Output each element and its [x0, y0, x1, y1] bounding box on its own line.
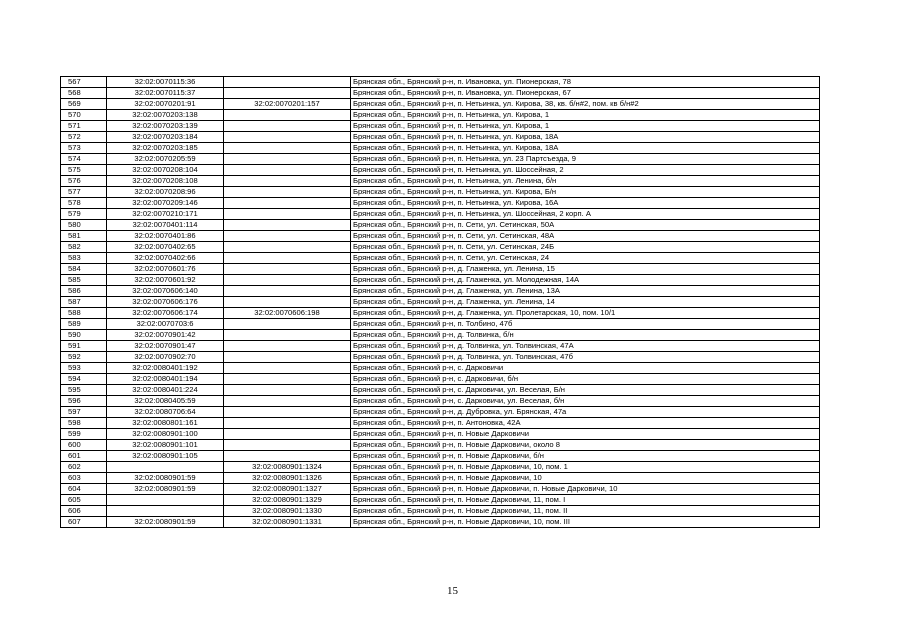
cadastral-number-cell: 32:02:0080901:59 [107, 484, 224, 495]
row-number-cell: 599 [61, 429, 107, 440]
table-row [61, 374, 820, 385]
premises-cadastral-number-cell [224, 418, 351, 429]
table-row [61, 209, 820, 220]
row-number-cell: 586 [61, 286, 107, 297]
address-cell: Брянская обл., Брянский р-н, д. Глаженка, ул. Ленина, 13А [351, 286, 820, 297]
cadastral-number-cell: 32:02:0070208:108 [107, 176, 224, 187]
premises-cadastral-number-cell: 32:02:0080901:1330 [224, 506, 351, 517]
register-table-body [61, 77, 820, 528]
address-cell: Брянская обл., Брянский р-н, п. Новые Дарковичи [351, 429, 820, 440]
table-row [61, 198, 820, 209]
table-row [61, 154, 820, 165]
premises-cadastral-number-cell [224, 385, 351, 396]
premises-cadastral-number-cell [224, 165, 351, 176]
premises-cadastral-number-cell [224, 429, 351, 440]
cadastral-number-cell: 32:02:0080801:161 [107, 418, 224, 429]
table-row [61, 341, 820, 352]
cadastral-number-cell: 32:02:0070606:174 [107, 308, 224, 319]
cadastral-number-cell: 32:02:0070115:36 [107, 77, 224, 88]
premises-cadastral-number-cell [224, 209, 351, 220]
premises-cadastral-number-cell: 32:02:0080901:1331 [224, 517, 351, 528]
table-row [61, 429, 820, 440]
cadastral-number-cell: 32:02:0080901:105 [107, 451, 224, 462]
table-row [61, 297, 820, 308]
cadastral-number-cell: 32:02:0070205:59 [107, 154, 224, 165]
property-register-table [60, 76, 820, 528]
cadastral-number-cell: 32:02:0070203:184 [107, 132, 224, 143]
premises-cadastral-number-cell [224, 407, 351, 418]
row-number-cell: 603 [61, 473, 107, 484]
cadastral-number-cell: 32:02:0080901:101 [107, 440, 224, 451]
premises-cadastral-number-cell [224, 440, 351, 451]
address-cell: Брянская обл., Брянский р-н, п. Толбино, 47б [351, 319, 820, 330]
row-number-cell: 567 [61, 77, 107, 88]
row-number-cell: 600 [61, 440, 107, 451]
table-row [61, 418, 820, 429]
premises-cadastral-number-cell [224, 220, 351, 231]
table-row [61, 484, 820, 495]
premises-cadastral-number-cell: 32:02:0070201:157 [224, 99, 351, 110]
address-cell: Брянская обл., Брянский р-н, п. Новые Дарковичи, п. Новые Дарковичи, 10 [351, 484, 820, 495]
premises-cadastral-number-cell [224, 330, 351, 341]
cadastral-number-cell: 32:02:0070606:140 [107, 286, 224, 297]
cadastral-number-cell: 32:02:0070401:86 [107, 231, 224, 242]
table-row [61, 319, 820, 330]
address-cell: Брянская обл., Брянский р-н, п. Нетьинка, ул. Шоссейная, 2 корп. А [351, 209, 820, 220]
row-number-cell: 598 [61, 418, 107, 429]
cadastral-number-cell: 32:02:0080901:59 [107, 517, 224, 528]
page-number: 15 [447, 585, 458, 597]
cadastral-number-cell: 32:02:0070901:42 [107, 330, 224, 341]
table-row [61, 517, 820, 528]
premises-cadastral-number-cell [224, 253, 351, 264]
table-row [61, 451, 820, 462]
cadastral-number-cell: 32:02:0070209:146 [107, 198, 224, 209]
premises-cadastral-number-cell [224, 242, 351, 253]
row-number-cell: 580 [61, 220, 107, 231]
table-row [61, 495, 820, 506]
cadastral-number-cell: 32:02:0070115:37 [107, 88, 224, 99]
premises-cadastral-number-cell: 32:02:0080901:1326 [224, 473, 351, 484]
premises-cadastral-number-cell [224, 451, 351, 462]
table-row [61, 275, 820, 286]
address-cell: Брянская обл., Брянский р-н, д. Глаженка, ул. Ленина, 14 [351, 297, 820, 308]
cadastral-number-cell: 32:02:0080901:100 [107, 429, 224, 440]
row-number-cell: 602 [61, 462, 107, 473]
table-row [61, 286, 820, 297]
premises-cadastral-number-cell [224, 341, 351, 352]
address-cell: Брянская обл., Брянский р-н, п. Ивановка, ул. Пионерская, 78 [351, 77, 820, 88]
address-cell: Брянская обл., Брянский р-н, п. Нетьинка, ул. Кирова, 1 [351, 121, 820, 132]
cadastral-number-cell [107, 462, 224, 473]
premises-cadastral-number-cell [224, 374, 351, 385]
row-number-cell: 587 [61, 297, 107, 308]
address-cell: Брянская обл., Брянский р-н, п. Ивановка, ул. Пионерская, 67 [351, 88, 820, 99]
row-number-cell: 596 [61, 396, 107, 407]
premises-cadastral-number-cell [224, 143, 351, 154]
cadastral-number-cell: 32:02:0070402:66 [107, 253, 224, 264]
address-cell: Брянская обл., Брянский р-н, п. Нетьинка, ул. Кирова, 1 [351, 110, 820, 121]
cadastral-number-cell: 32:02:0070401:114 [107, 220, 224, 231]
address-cell: Брянская обл., Брянский р-н, с. Дарковичи, ул. Веселая, б/н [351, 396, 820, 407]
cadastral-number-cell: 32:02:0080405:59 [107, 396, 224, 407]
premises-cadastral-number-cell [224, 187, 351, 198]
premises-cadastral-number-cell [224, 352, 351, 363]
row-number-cell: 590 [61, 330, 107, 341]
address-cell: Брянская обл., Брянский р-н, п. Нетьинка, ул. Кирова, 18А [351, 132, 820, 143]
address-cell: Брянская обл., Брянский р-н, д. Глаженка, ул. Ленина, 15 [351, 264, 820, 275]
cadastral-number-cell: 32:02:0080706:64 [107, 407, 224, 418]
address-cell: Брянская обл., Брянский р-н, п. Нетьинка, ул. 23 Партсъезда, 9 [351, 154, 820, 165]
cadastral-number-cell: 32:02:0080901:59 [107, 473, 224, 484]
premises-cadastral-number-cell [224, 77, 351, 88]
row-number-cell: 594 [61, 374, 107, 385]
table-row [61, 187, 820, 198]
address-cell: Брянская обл., Брянский р-н, п. Нетьинка, ул. Кирова, Б/н [351, 187, 820, 198]
premises-cadastral-number-cell [224, 110, 351, 121]
address-cell: Брянская обл., Брянский р-н, п. Сети, ул. Сетинская, 48А [351, 231, 820, 242]
table-row [61, 462, 820, 473]
table-row [61, 363, 820, 374]
address-cell: Брянская обл., Брянский р-н, д. Толвинка, ул. Толвинская, 47А [351, 341, 820, 352]
row-number-cell: 573 [61, 143, 107, 154]
table-row [61, 506, 820, 517]
address-cell: Брянская обл., Брянский р-н, п. Новые Дарковичи, 10, пом. III [351, 517, 820, 528]
address-cell: Брянская обл., Брянский р-н, п. Сети, ул. Сетинская, 50А [351, 220, 820, 231]
premises-cadastral-number-cell: 32:02:0080901:1327 [224, 484, 351, 495]
row-number-cell: 577 [61, 187, 107, 198]
address-cell: Брянская обл., Брянский р-н, п. Новые Дарковичи, 10, пом. 1 [351, 462, 820, 473]
row-number-cell: 569 [61, 99, 107, 110]
cadastral-number-cell: 32:02:0070601:92 [107, 275, 224, 286]
address-cell: Брянская обл., Брянский р-н, п. Новые Дарковичи, около 8 [351, 440, 820, 451]
address-cell: Брянская обл., Брянский р-н, п. Нетьинка, ул. Ленина, б/н [351, 176, 820, 187]
row-number-cell: 592 [61, 352, 107, 363]
cadastral-number-cell: 32:02:0070208:104 [107, 165, 224, 176]
row-number-cell: 606 [61, 506, 107, 517]
premises-cadastral-number-cell [224, 198, 351, 209]
table-row [61, 242, 820, 253]
cadastral-number-cell: 32:02:0070601:76 [107, 264, 224, 275]
address-cell: Брянская обл., Брянский р-н, п. Нетьинка, ул. Кирова, 38, кв. б/н#2, пом. кв б/н#2 [351, 99, 820, 110]
row-number-cell: 607 [61, 517, 107, 528]
table-row [61, 220, 820, 231]
row-number-cell: 571 [61, 121, 107, 132]
cadastral-number-cell: 32:02:0070402:65 [107, 242, 224, 253]
table-row [61, 253, 820, 264]
row-number-cell: 572 [61, 132, 107, 143]
table-row [61, 99, 820, 110]
address-cell: Брянская обл., Брянский р-н, п. Новые Дарковичи, 11, пом. I [351, 495, 820, 506]
address-cell: Брянская обл., Брянский р-н, п. Новые Дарковичи, б/н [351, 451, 820, 462]
row-number-cell: 579 [61, 209, 107, 220]
row-number-cell: 576 [61, 176, 107, 187]
premises-cadastral-number-cell [224, 231, 351, 242]
row-number-cell: 605 [61, 495, 107, 506]
row-number-cell: 581 [61, 231, 107, 242]
row-number-cell: 589 [61, 319, 107, 330]
cadastral-number-cell: 32:02:0070901:47 [107, 341, 224, 352]
table-row [61, 143, 820, 154]
address-cell: Брянская обл., Брянский р-н, п. Нетьинка, ул. Шоссейная, 2 [351, 165, 820, 176]
cadastral-number-cell: 32:02:0070902:70 [107, 352, 224, 363]
premises-cadastral-number-cell: 32:02:0070606:198 [224, 308, 351, 319]
address-cell: Брянская обл., Брянский р-н, п. Сети, ул. Сетинская, 24Б [351, 242, 820, 253]
table-row [61, 176, 820, 187]
row-number-cell: 604 [61, 484, 107, 495]
address-cell: Брянская обл., Брянский р-н, с. Дарковичи [351, 363, 820, 374]
premises-cadastral-number-cell [224, 319, 351, 330]
premises-cadastral-number-cell: 32:02:0080901:1324 [224, 462, 351, 473]
row-number-cell: 585 [61, 275, 107, 286]
table-row [61, 407, 820, 418]
address-cell: Брянская обл., Брянский р-н, д. Толвинка, б/н [351, 330, 820, 341]
row-number-cell: 595 [61, 385, 107, 396]
table-row [61, 385, 820, 396]
row-number-cell: 578 [61, 198, 107, 209]
cadastral-number-cell [107, 495, 224, 506]
row-number-cell: 584 [61, 264, 107, 275]
address-cell: Брянская обл., Брянский р-н, п. Антоновка, 42А [351, 418, 820, 429]
premises-cadastral-number-cell [224, 286, 351, 297]
row-number-cell: 601 [61, 451, 107, 462]
row-number-cell: 574 [61, 154, 107, 165]
row-number-cell: 591 [61, 341, 107, 352]
address-cell: Брянская обл., Брянский р-н, с. Дарковичи, ул. Веселая, Б/н [351, 385, 820, 396]
table-row [61, 132, 820, 143]
cadastral-number-cell: 32:02:0070203:139 [107, 121, 224, 132]
row-number-cell: 583 [61, 253, 107, 264]
address-cell: Брянская обл., Брянский р-н, п. Новые Дарковичи, 10 [351, 473, 820, 484]
premises-cadastral-number-cell [224, 132, 351, 143]
premises-cadastral-number-cell [224, 363, 351, 374]
cadastral-number-cell: 32:02:0070606:176 [107, 297, 224, 308]
row-number-cell: 588 [61, 308, 107, 319]
address-cell: Брянская обл., Брянский р-н, д. Глаженка, ул. Молодежная, 14А [351, 275, 820, 286]
cadastral-number-cell: 32:02:0080401:224 [107, 385, 224, 396]
address-cell: Брянская обл., Брянский р-н, д. Глаженка, ул. Пролетарская, 10, пом. 10/1 [351, 308, 820, 319]
premises-cadastral-number-cell [224, 297, 351, 308]
table-row [61, 88, 820, 99]
address-cell: Брянская обл., Брянский р-н, д. Дубровка, ул. Брянская, 47а [351, 407, 820, 418]
table-row [61, 121, 820, 132]
cadastral-number-cell: 32:02:0080401:192 [107, 363, 224, 374]
table-row [61, 352, 820, 363]
table-row [61, 330, 820, 341]
table-row [61, 308, 820, 319]
table-row [61, 110, 820, 121]
table-row [61, 77, 820, 88]
cadastral-number-cell: 32:02:0070201:91 [107, 99, 224, 110]
address-cell: Брянская обл., Брянский р-н, д. Толвинка, ул. Толвинская, 47б [351, 352, 820, 363]
cadastral-number-cell: 32:02:0080401:194 [107, 374, 224, 385]
premises-cadastral-number-cell [224, 264, 351, 275]
address-cell: Брянская обл., Брянский р-н, с. Дарковичи, б/н [351, 374, 820, 385]
row-number-cell: 570 [61, 110, 107, 121]
table-row [61, 165, 820, 176]
premises-cadastral-number-cell [224, 121, 351, 132]
address-cell: Брянская обл., Брянский р-н, п. Новые Дарковичи, 11, пом. II [351, 506, 820, 517]
cadastral-number-cell: 32:02:0070203:185 [107, 143, 224, 154]
cadastral-number-cell [107, 506, 224, 517]
row-number-cell: 568 [61, 88, 107, 99]
row-number-cell: 597 [61, 407, 107, 418]
cadastral-number-cell: 32:02:0070203:138 [107, 110, 224, 121]
row-number-cell: 582 [61, 242, 107, 253]
table-row [61, 473, 820, 484]
table-row [61, 264, 820, 275]
premises-cadastral-number-cell: 32:02:0080901:1329 [224, 495, 351, 506]
table-row [61, 231, 820, 242]
cadastral-number-cell: 32:02:0070208:96 [107, 187, 224, 198]
cadastral-number-cell: 32:02:0070703:6 [107, 319, 224, 330]
premises-cadastral-number-cell [224, 176, 351, 187]
address-cell: Брянская обл., Брянский р-н, п. Нетьинка, ул. Кирова, 18А [351, 143, 820, 154]
row-number-cell: 593 [61, 363, 107, 374]
cadastral-number-cell: 32:02:0070210:171 [107, 209, 224, 220]
premises-cadastral-number-cell [224, 154, 351, 165]
row-number-cell: 575 [61, 165, 107, 176]
premises-cadastral-number-cell [224, 396, 351, 407]
table-row [61, 440, 820, 451]
premises-cadastral-number-cell [224, 275, 351, 286]
table-row [61, 396, 820, 407]
premises-cadastral-number-cell [224, 88, 351, 99]
address-cell: Брянская обл., Брянский р-н, п. Сети, ул. Сетинская, 24 [351, 253, 820, 264]
address-cell: Брянская обл., Брянский р-н, п. Нетьинка, ул. Кирова, 16А [351, 198, 820, 209]
